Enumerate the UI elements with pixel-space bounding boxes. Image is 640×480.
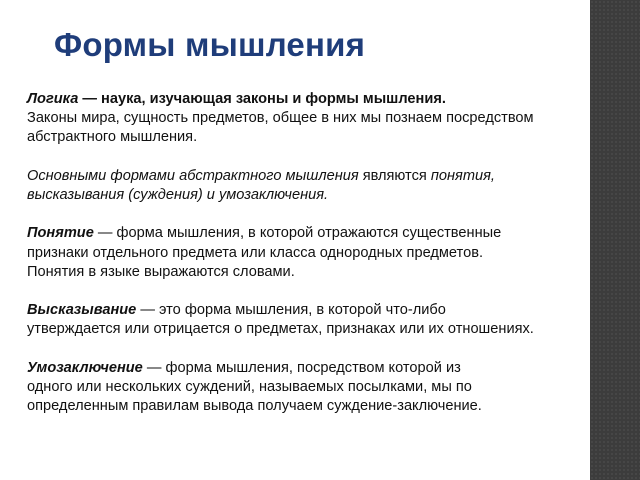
forms-intro: Основными формами абстрактного мышления — [27, 167, 359, 184]
concept-line-3: Понятия в языке выражаются словами. — [27, 263, 295, 280]
logic-definition: — наука, изучающая законы и формы мышления. — [78, 91, 446, 107]
forms-list-start: понятия, — [430, 167, 495, 184]
statement-definition: — это форма мышления, в которой что-либо — [136, 302, 446, 319]
inference-definition: — форма мышления, посредством которой из — [142, 359, 461, 376]
inference-line-3: определенным правилам вывода получаем суждение-заключение. — [27, 398, 482, 415]
term-statement: Высказывание — [27, 302, 137, 319]
concept-line-2: признаки отдельного предмета или класса однородных предметов. — [27, 244, 483, 261]
inference-line-1 — [27, 359, 587, 378]
forms-verb: являются — [358, 167, 431, 184]
slide-content — [27, 90, 587, 436]
paragraph-statement — [27, 301, 587, 339]
forms-line-1 — [27, 167, 587, 186]
statement-line-1 — [27, 301, 587, 320]
logic-definition-line — [27, 90, 587, 109]
slide-title: Формы мышления — [54, 26, 366, 63]
concept-line-1 — [27, 224, 587, 243]
paragraph-logic — [27, 90, 587, 148]
forms-line-2: высказывания (суждения) и умозаключения. — [27, 187, 329, 203]
term-concept: Понятие — [27, 225, 94, 242]
paragraph-concept — [27, 224, 587, 282]
decorative-side-bar — [590, 0, 640, 480]
logic-line-2: Законы мира, сущность предметов, общее в них мы познаем посредством — [27, 110, 534, 127]
logic-line-3: абстрактного мышления. — [27, 129, 198, 146]
paragraph-forms — [27, 167, 587, 205]
paragraph-inference — [27, 359, 587, 417]
term-logic: Логика — [27, 91, 79, 107]
term-inference: Умозаключение — [27, 359, 143, 376]
inference-line-2: одного или нескольких суждений, называемых посылками, мы по — [27, 378, 472, 395]
statement-line-2: утверждается или отрицается о предметах, признаках или их отношениях. — [27, 321, 534, 338]
concept-definition: — форма мышления, в которой отражаются существенные — [93, 225, 502, 242]
